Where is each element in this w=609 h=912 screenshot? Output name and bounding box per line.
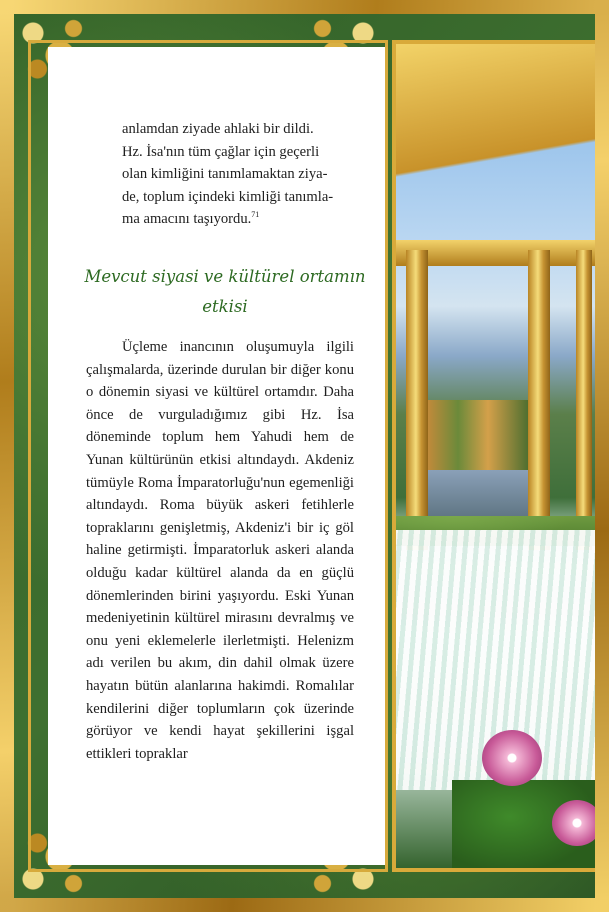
lake — [428, 470, 528, 520]
paragraph-top-line-4: de, toplum içindeki kimliği tanımla- — [122, 188, 334, 205]
footnote-marker: 71 — [251, 210, 260, 220]
paragraph-top — [122, 118, 354, 231]
peony-flower — [482, 730, 542, 786]
golden-column — [528, 250, 550, 550]
paragraph-top-line-1: anlamdan ziyade ahlaki bir dildi. — [122, 121, 314, 137]
paragraph-main — [86, 336, 354, 765]
autumn-trees — [428, 400, 528, 470]
paragraph-top-line-3: olan kimliğini tanımlamaktan ziya- — [122, 166, 328, 183]
paragraph-top-line-2: Hz. İsa'nın tüm çağlar için geçerli — [122, 143, 320, 160]
paragraph-main-text: Üçleme inancının oluşumuyla ilgili çalışmalarda, üzerinde durulan bir diğer konu o dönemin siyasi ve kültürel ortamdır. Daha önce de vurguladığımız gibi Hz. İsa döneminde toplum hem Yahudi hem de Yunan kültürünün etkisi altındaydı. Akdeniz tümüyle Roma İmparatorluğu'nun egemenliği altındaydı. Roma büyük askeri fetihlerle topraklarını genişletmiş, Akdeniz'i bir iç göl haline getirmişti. İmparatorluk askeri alanda olduğu kadar kültürel alanda da en güçlü dönemlerinden birini yaşıyordu. Eski Yunan medeniyetinin kültürel mirasını devralmış ve onu yeni eklemelerle ilerletmişti. Helenizm adı verilen bu akım, din dahil olmak üzere hayatın bütün alanlarına hakimdi. Romalılar kendilerini diğer toplumların çok üzerinde görüyor ve kendi hayat şekillerini işgal ettikleri topraklar — [86, 339, 354, 762]
golden-column — [406, 250, 428, 550]
peony-flower — [552, 800, 597, 846]
section-heading — [84, 262, 366, 322]
golden-column — [576, 250, 592, 550]
decorative-landscape-image — [392, 40, 597, 872]
section-heading-line-1: Mevcut siyasi ve kültürel ortamın — [84, 267, 366, 286]
section-heading-line-2: etkisi — [202, 297, 248, 316]
paragraph-top-line-5: ma amacını taşıyordu. — [122, 211, 252, 228]
